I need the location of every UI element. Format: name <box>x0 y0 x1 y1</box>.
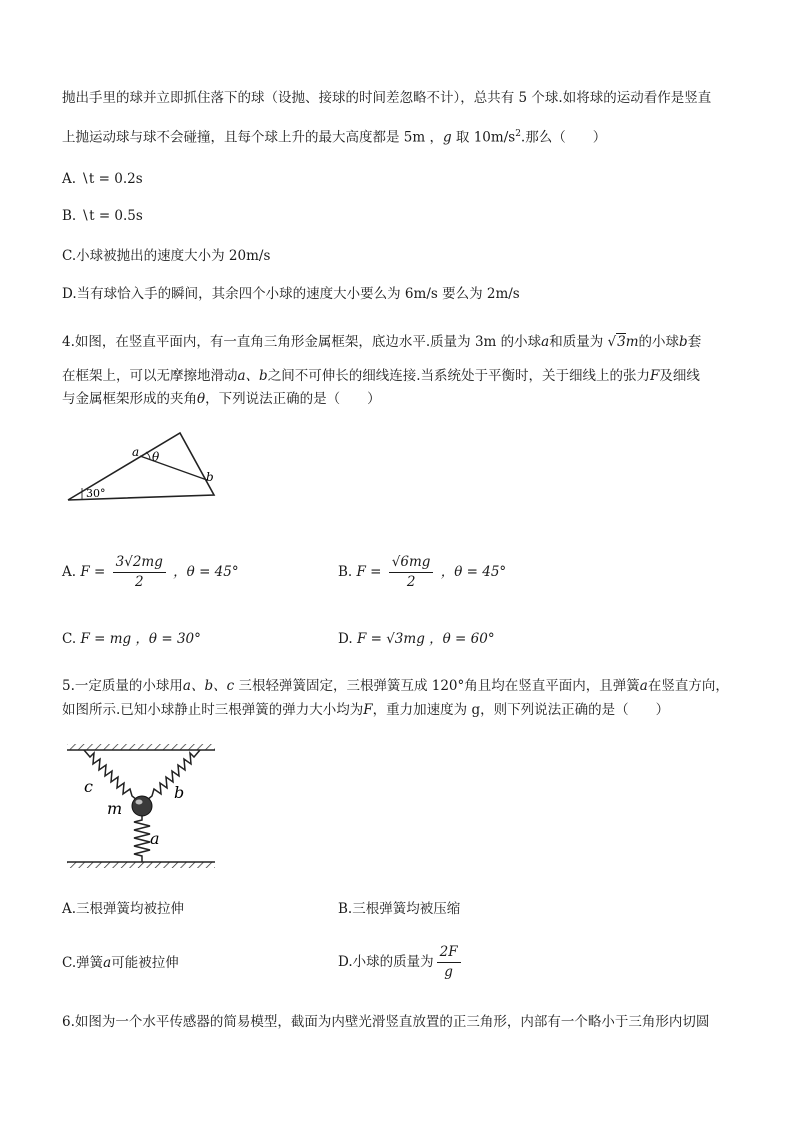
q3-option-d: D.当有球恰入手的瞬间，其余四个小球的速度大小要么为 6m/s 要么为 2m/s <box>62 286 520 302</box>
q4-line3: 与金属框架形成的夹角θ，下列说法正确的是（ ） <box>62 391 381 407</box>
string-line <box>140 456 207 480</box>
q4-option-c: C. F = mg ，θ = 30° <box>62 631 201 647</box>
q4-option-a: A. F = $\frac{3√2mg}{2}$ ，θ = 45° <box>62 554 239 590</box>
q4-option-d: D. F = √3mg ，θ = 60° <box>338 631 495 647</box>
ball <box>132 796 152 816</box>
label-30: 30° <box>86 487 106 500</box>
q5-line1: 5.一定质量的小球用a、b、c 三根轻弹簧固定，三根弹簧互成 120°角且均在竖直平面内，且弹簧a在竖直方向， <box>62 678 729 694</box>
label-m: m <box>107 799 123 818</box>
q5-option-b: B.三根弹簧均被压缩 <box>338 901 461 917</box>
triangle-frame-figure <box>62 425 227 510</box>
q3-option-c: C.小球被抛出的速度大小为 20m/s <box>62 248 271 264</box>
q4-option-b: B. F = $\frac{√6mg}{2}$ ，θ = 45° <box>338 554 507 590</box>
q5-option-d: D.小球的质量为 $\frac{2F}{g}$ <box>338 942 464 982</box>
q5-option-a: A.三根弹簧均被拉伸 <box>62 901 185 917</box>
spring-ball-figure <box>62 740 222 875</box>
spring-a <box>134 814 150 862</box>
q3-line2: 上抛运动球与球不会碰撞，且每个球上升的最大高度都是 5m ，g 取 $10m/s^2$.那么（ ） <box>62 129 607 146</box>
label-c: c <box>84 777 93 796</box>
q4-line1: 4.如图，在竖直平面内，有一直角三角形金属框架，底边水平.质量为 3m 的小球a和质量为 √3m的小球b套 <box>62 334 702 350</box>
q3-option-b: B. ∖t = 0.5s <box>62 208 143 224</box>
q4-line2: 在框架上，可以无摩擦地滑动a、b之间不可伸长的细线连接.当系统处于平衡时，关于细线上的张力F及细线 <box>62 368 700 384</box>
label-a: a <box>150 829 160 848</box>
ceiling <box>67 744 215 750</box>
q3-line1: 抛出手里的球并立即抓住落下的球（设抛、接球的时间差忽略不计），总共有 5 个球.如将球的运动看作是竖直 <box>62 90 712 106</box>
label-b: b <box>206 470 214 484</box>
floor <box>67 862 215 868</box>
q5-option-c: C.弹簧a可能被拉伸 <box>62 955 179 971</box>
label-theta: θ <box>152 450 160 464</box>
label-b: b <box>174 783 185 802</box>
q3-option-a: A. ∖t = 0.2s <box>62 171 143 187</box>
q5-line2: 如图所示.已知小球静止时三根弹簧的弹力大小均为F，重力加速度为 g，则下列说法正确的是（ ） <box>62 702 670 718</box>
label-a: a <box>132 445 140 459</box>
q6-line1: 6.如图为一个水平传感器的简易模型，截面为内壁光滑竖直放置的正三角形，内部有一个略小于三角形内切圆 <box>62 1014 710 1030</box>
